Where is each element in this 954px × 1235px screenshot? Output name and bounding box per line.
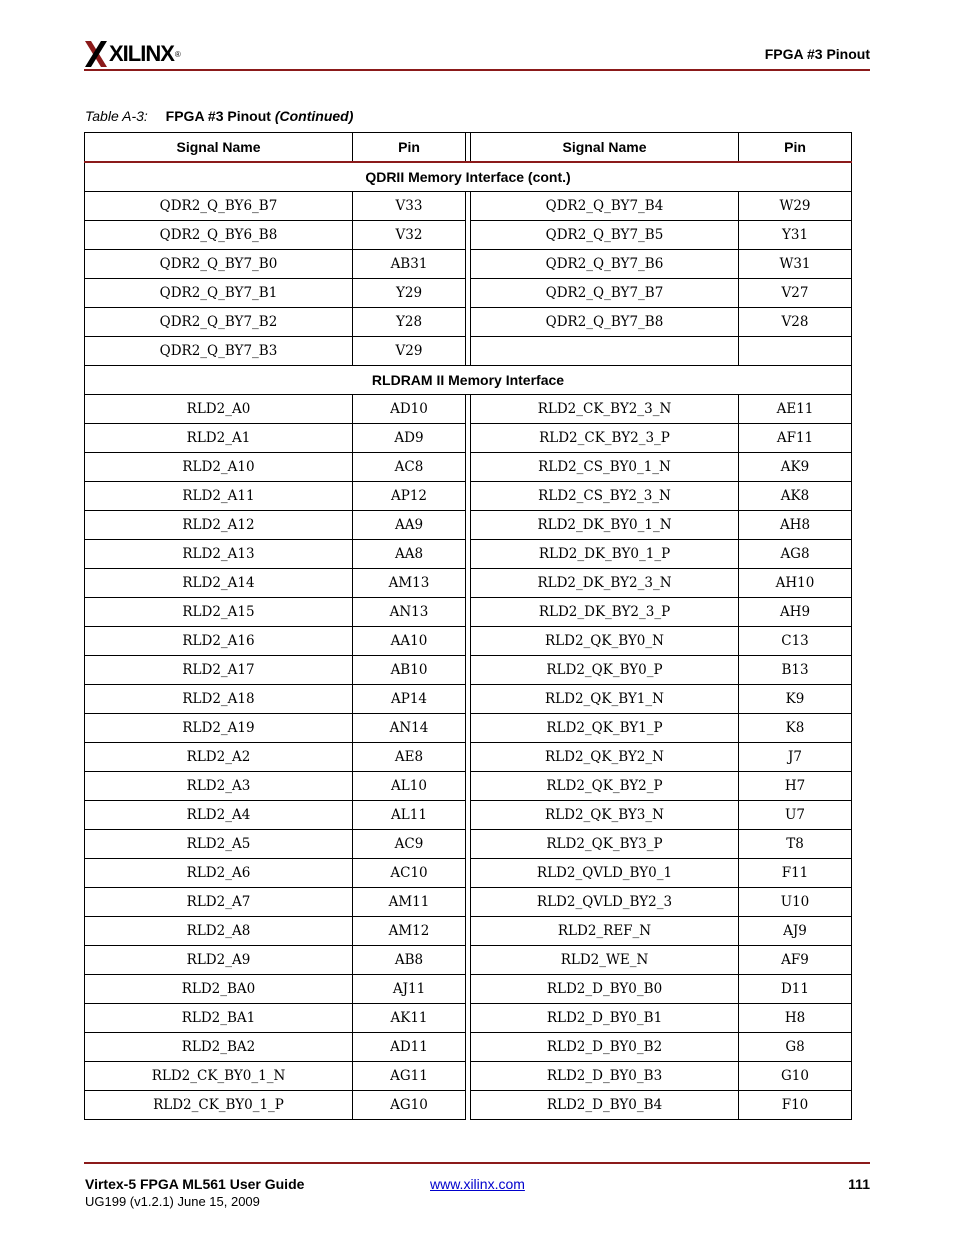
table-row [85,424,852,453]
table-row [85,685,852,714]
pin-cell: W31 [739,250,852,279]
table-row [85,569,852,598]
pin-cell: C13 [739,627,852,656]
table-row [85,830,852,859]
signal-name-cell: RLD2_A7 [85,888,353,917]
pin-cell: V27 [739,279,852,308]
table-row [85,975,852,1004]
pin-cell: Y31 [739,221,852,250]
pin-cell: Y29 [353,279,466,308]
table-row [85,192,852,221]
signal-name-cell: RLD2_D_BY0_B0 [471,975,739,1004]
table-row [85,337,852,366]
pin-cell: AD10 [353,395,466,424]
signal-name-cell: QDR2_Q_BY7_B4 [471,192,739,221]
table-caption [85,108,353,124]
signal-name-cell: QDR2_Q_BY7_B7 [471,279,739,308]
signal-name-cell: RLD2_DK_BY2_3_P [471,598,739,627]
xilinx-logo-icon [85,41,107,67]
signal-name-cell: RLD2_A5 [85,830,353,859]
table-row [85,946,852,975]
signal-name-cell: RLD2_QK_BY3_N [471,801,739,830]
pin-cell: AB31 [353,250,466,279]
signal-name-cell: RLD2_A3 [85,772,353,801]
signal-name-cell: RLD2_CK_BY0_1_P [85,1091,353,1120]
signal-name-cell: RLD2_REF_N [471,917,739,946]
signal-name-cell: RLD2_A14 [85,569,353,598]
table-row [85,482,852,511]
logo-text: XILINX [109,41,174,66]
pin-cell [739,337,852,366]
signal-name-cell: RLD2_A15 [85,598,353,627]
signal-name-cell: RLD2_A1 [85,424,353,453]
pin-cell: D11 [739,975,852,1004]
pin-cell: AC8 [353,453,466,482]
table-row [85,395,852,424]
pin-cell: AL11 [353,801,466,830]
signal-name-cell: RLD2_A19 [85,714,353,743]
signal-name-cell: QDR2_Q_BY7_B8 [471,308,739,337]
pin-cell: V29 [353,337,466,366]
xilinx-logo [85,40,181,68]
pin-cell: AD11 [353,1033,466,1062]
pin-cell: AE8 [353,743,466,772]
table-row [85,308,852,337]
footer-doc-id: UG199 (v1.2.1) June 15, 2009 [85,1194,260,1209]
column-header-pin-left: Pin [353,133,466,163]
signal-name-cell: QDR2_Q_BY6_B7 [85,192,353,221]
signal-name-cell: RLD2_DK_BY2_3_N [471,569,739,598]
table-row [85,772,852,801]
pin-cell: V28 [739,308,852,337]
pin-cell: AK11 [353,1004,466,1033]
pin-cell: AB10 [353,656,466,685]
pin-cell: AJ9 [739,917,852,946]
pin-cell: AA10 [353,627,466,656]
signal-name-cell: RLD2_QVLD_BY0_1 [471,859,739,888]
page-number: 111 [848,1176,870,1192]
signal-name-cell: RLD2_A0 [85,395,353,424]
signal-name-cell: QDR2_Q_BY7_B6 [471,250,739,279]
pin-cell: AP12 [353,482,466,511]
pin-cell: AF11 [739,424,852,453]
pin-cell: B13 [739,656,852,685]
caption-label: Table A-3: [85,108,148,124]
pin-cell: AG11 [353,1062,466,1091]
pin-cell: V32 [353,221,466,250]
signal-name-cell: RLD2_QVLD_BY2_3 [471,888,739,917]
signal-name-cell: QDR2_Q_BY6_B8 [85,221,353,250]
pin-cell: AM11 [353,888,466,917]
table-row [85,714,852,743]
signal-name-cell: RLD2_D_BY0_B2 [471,1033,739,1062]
table-row [85,801,852,830]
signal-name-cell: RLD2_A18 [85,685,353,714]
pin-cell: AH9 [739,598,852,627]
section-title: QDRII Memory Interface (cont.) [85,162,852,192]
table-row [85,627,852,656]
footer-doc-info [85,1176,304,1210]
pin-cell: AL10 [353,772,466,801]
pin-cell: AC10 [353,859,466,888]
signal-name-cell: RLD2_WE_N [471,946,739,975]
signal-name-cell: RLD2_D_BY0_B4 [471,1091,739,1120]
pin-cell: AA9 [353,511,466,540]
signal-name-cell: RLD2_CS_BY2_3_N [471,482,739,511]
table-row [85,540,852,569]
pin-cell: G8 [739,1033,852,1062]
signal-name-cell: QDR2_Q_BY7_B0 [85,250,353,279]
signal-name-cell: QDR2_Q_BY7_B5 [471,221,739,250]
pin-cell: H7 [739,772,852,801]
pin-cell: Y28 [353,308,466,337]
caption-title: FPGA #3 Pinout [165,108,271,124]
pin-cell: AG10 [353,1091,466,1120]
table-row [85,1004,852,1033]
pin-cell: W29 [739,192,852,221]
pin-cell: AK8 [739,482,852,511]
pin-cell: AA8 [353,540,466,569]
signal-name-cell: RLD2_CS_BY0_1_N [471,453,739,482]
table-row [85,1062,852,1091]
pin-cell: J7 [739,743,852,772]
pin-cell: AM12 [353,917,466,946]
header-rule [84,69,870,71]
column-header-pin-right: Pin [739,133,852,163]
signal-name-cell: RLD2_A6 [85,859,353,888]
signal-name-cell: QDR2_Q_BY7_B2 [85,308,353,337]
table-body [85,162,852,1120]
pin-cell: AJ11 [353,975,466,1004]
table-row [85,250,852,279]
pin-cell: U10 [739,888,852,917]
signal-name-cell: RLD2_A12 [85,511,353,540]
signal-name-cell: RLD2_CK_BY2_3_N [471,395,739,424]
table-header-row [85,133,852,163]
pin-cell: AH8 [739,511,852,540]
pin-cell: T8 [739,830,852,859]
pinout-table [84,132,852,1120]
signal-name-cell: RLD2_A2 [85,743,353,772]
pin-cell: K9 [739,685,852,714]
pin-cell: V33 [353,192,466,221]
pin-cell: AP14 [353,685,466,714]
signal-name-cell: RLD2_CK_BY2_3_P [471,424,739,453]
pin-cell: AN14 [353,714,466,743]
signal-name-cell: RLD2_A9 [85,946,353,975]
pin-cell: AN13 [353,598,466,627]
pin-cell: AK9 [739,453,852,482]
section-row [85,162,852,192]
pin-cell: AM13 [353,569,466,598]
table-row [85,859,852,888]
signal-name-cell: RLD2_QK_BY3_P [471,830,739,859]
signal-name-cell: RLD2_BA2 [85,1033,353,1062]
table-row [85,279,852,308]
caption-continued: (Continued) [274,108,354,124]
section-title: RLDRAM II Memory Interface [85,366,852,395]
table-row [85,1091,852,1120]
signal-name-cell: RLD2_A17 [85,656,353,685]
signal-name-cell: RLD2_A8 [85,917,353,946]
signal-name-cell: RLD2_D_BY0_B3 [471,1062,739,1091]
signal-name-cell: RLD2_A13 [85,540,353,569]
pin-cell: AD9 [353,424,466,453]
column-header-signal-name-right: Signal Name [471,133,739,163]
signal-name-cell: RLD2_A10 [85,453,353,482]
pin-cell: U7 [739,801,852,830]
pin-cell: H8 [739,1004,852,1033]
section-title: FPGA #3 Pinout [764,46,870,62]
signal-name-cell: RLD2_QK_BY0_N [471,627,739,656]
section-row [85,366,852,395]
pin-cell: F10 [739,1091,852,1120]
table-row [85,743,852,772]
signal-name-cell: RLD2_QK_BY2_P [471,772,739,801]
table-row [85,888,852,917]
table-row [85,598,852,627]
signal-name-cell: RLD2_D_BY0_B1 [471,1004,739,1033]
signal-name-cell: RLD2_BA0 [85,975,353,1004]
pin-cell: AH10 [739,569,852,598]
signal-name-cell: QDR2_Q_BY7_B1 [85,279,353,308]
table-row [85,221,852,250]
pin-cell: AG8 [739,540,852,569]
footer-website-link[interactable]: www.xilinx.com [430,1176,525,1192]
pin-cell: K8 [739,714,852,743]
table-row [85,656,852,685]
pin-cell: AF9 [739,946,852,975]
signal-name-cell: RLD2_QK_BY1_P [471,714,739,743]
signal-name-cell: RLD2_DK_BY0_1_N [471,511,739,540]
signal-name-cell [471,337,739,366]
pin-cell: AB8 [353,946,466,975]
signal-name-cell: RLD2_BA1 [85,1004,353,1033]
signal-name-cell: RLD2_A16 [85,627,353,656]
signal-name-cell: RLD2_DK_BY0_1_P [471,540,739,569]
pin-cell: AC9 [353,830,466,859]
signal-name-cell: RLD2_QK_BY1_N [471,685,739,714]
column-header-signal-name-left: Signal Name [85,133,353,163]
pin-cell: AE11 [739,395,852,424]
signal-name-cell: RLD2_QK_BY2_N [471,743,739,772]
table-row [85,511,852,540]
footer-doc-title: Virtex-5 FPGA ML561 User Guide [85,1176,305,1192]
signal-name-cell: RLD2_A4 [85,801,353,830]
logo-registered-mark: ® [174,49,181,59]
pin-cell: F11 [739,859,852,888]
signal-name-cell: QDR2_Q_BY7_B3 [85,337,353,366]
footer-rule [84,1162,870,1164]
table-row [85,1033,852,1062]
signal-name-cell: RLD2_QK_BY0_P [471,656,739,685]
table-row [85,453,852,482]
signal-name-cell: RLD2_CK_BY0_1_N [85,1062,353,1091]
signal-name-cell: RLD2_A11 [85,482,353,511]
pin-cell: G10 [739,1062,852,1091]
table-row [85,917,852,946]
